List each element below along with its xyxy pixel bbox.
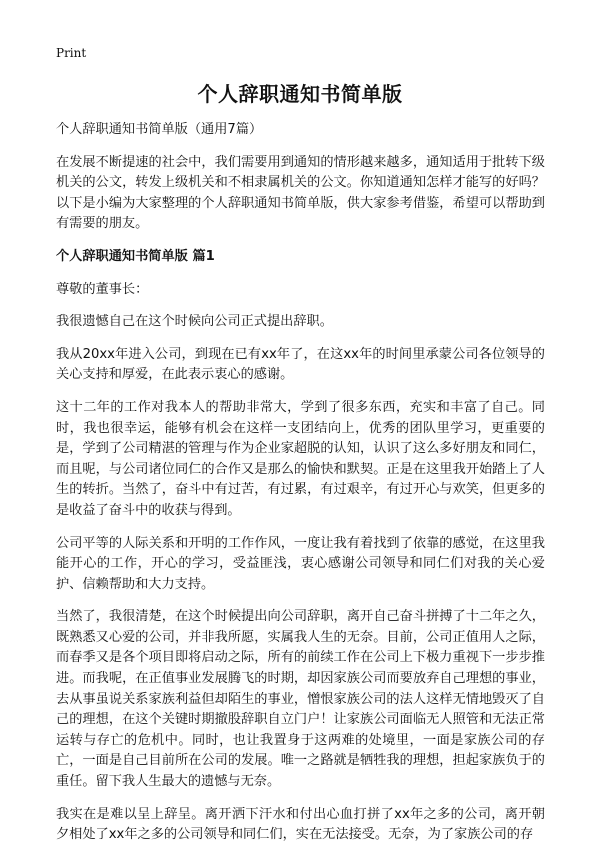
body-paragraph: 我实在是难以呈上辞呈。离开洒下汗水和付出心血打拼了xx年之多的公司，离开朝夕相处了xx年之多的公司领导和同仁们，实在无法接受。无奈，为了家族公司的存 — [56, 806, 545, 843]
intro-paragraph: 在发展不断提速的社会中，我们需要用到通知的情形越来越多，通知适用于批转下级机关的公文，转发上级机关和不相隶属机关的公文。你知道通知怎样才能写的好吗？以下是小编为大家整理的个人辞职通知书简单版，供大家参考借鉴，希望可以帮助到有需要的朋友。 — [56, 154, 545, 232]
body-paragraph: 这十二年的工作对我本人的帮助非常大，学到了很多东西，充实和丰富了自己。同时，我也很幸运，能够有机会在这样一支团结向上，优秀的团队里学习，更重要的是，学到了公司精湛的管理与作为企业家超脱的认知，认识了这么多好朋友和同仁，而且呢，与公司诸位同仁的合作又是那么的愉快和默契。正是在这里我开始踏上了人生的转折。当然了，奋斗中有过苦，有过累，有过艰辛，有过开心与欢笑，但更多的是收益了奋斗中的收获与得到。 — [56, 399, 545, 518]
salutation: 尊敬的董事长： — [56, 281, 149, 297]
body-paragraph: 公司平等的人际关系和开明的工作作风，一度让我有着找到了依靠的感觉，在这里我能开心的工作，开心的学习，受益匪浅，衷心感谢公司领导和同仁们对我的关心爱护、信赖帮助和大力支持。 — [56, 535, 545, 592]
page-title: 个人辞职通知书简单版 — [197, 82, 403, 106]
body-paragraph: 我从20xx年进入公司，到现在已有xx年了，在这xx年的时间里承蒙公司各位领导的关心支持和厚爱，在此表示衷心的感谢。 — [56, 346, 545, 383]
print-link[interactable]: Print — [56, 46, 87, 60]
section-heading: 个人辞职通知书简单版 篇1 — [56, 248, 215, 264]
body-paragraph: 我很遗憾自己在这个时候向公司正式提出辞职。 — [56, 314, 333, 330]
document-subtitle: 个人辞职通知书简单版（通用7篇） — [56, 122, 263, 137]
document-body — [56, 120, 545, 858]
body-paragraph: 当然了，我很清楚，在这个时候提出向公司辞职，离开自己奋斗拼搏了十二年之久，既熟悉又心爱的公司，并非我所愿，实属我人生的无奈。目前，公司正值用人之际，而春季又是各个项目即将启动之际，所有的前续工作在公司上下极力重视下一步步推进。而我呢，在正值事业发展腾飞的时期，却因家族公司而要放弃自己理想的事业，去从事虽说关系家族利益但却陌生的事业，憎恨家族公司的法人这样无情地毁灭了自己的理想，在这个关键时期撤股辞职自立门户！让家族公司面临无人照管和无法正常运转与存亡的危机中。同时，也让我置身于这两难的处境里，一面是家族公司的存亡，一面是自己目前所在公司的发展。唯一之路就是牺牲我的理想，担起家族负于的重任。留下我人生最大的遗憾与无奈。 — [56, 609, 545, 790]
